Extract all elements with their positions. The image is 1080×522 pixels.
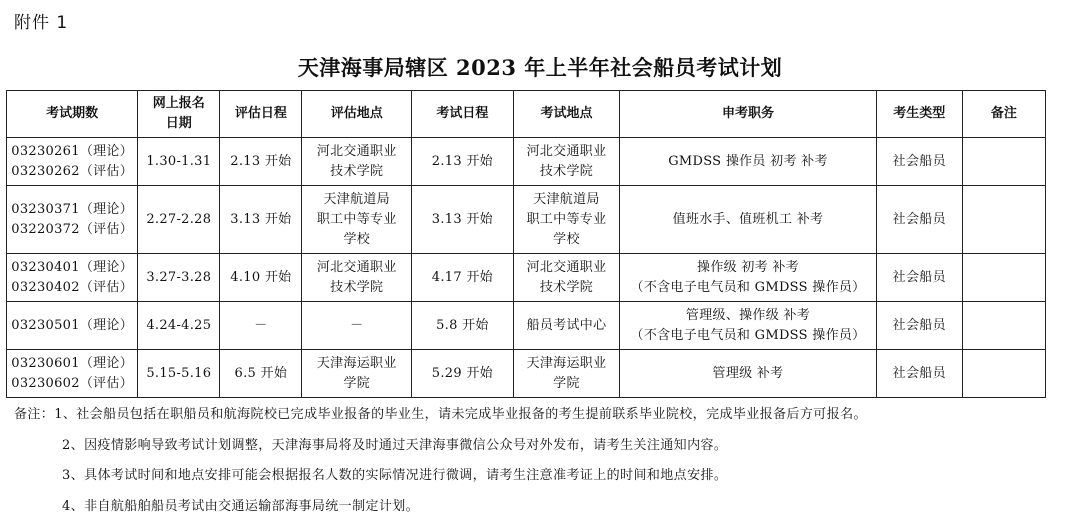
cell-exam-date: 5.8 开始 <box>412 302 514 350</box>
cell-assess-place <box>302 254 412 302</box>
cell-register-date: 4.24-4.25 <box>138 302 220 350</box>
table-row <box>7 350 1046 398</box>
cell-register-date: 1.30-1.31 <box>138 138 220 186</box>
cell-exam-period-line: 03230261（理论） <box>11 143 134 159</box>
cell-assess-place-line: 技术学院 <box>330 163 384 179</box>
cell-position-line: 管理级 补考 <box>712 365 784 381</box>
cell-assess-date: 2.13 开始 <box>220 138 302 186</box>
cell-candidate-type: 社会船员 <box>876 254 962 302</box>
cell-position <box>620 138 876 186</box>
cell-assess-place-line: 技术学院 <box>330 279 384 295</box>
cell-exam-place-line: 技术学院 <box>539 163 594 179</box>
header-position: 申考职务 <box>620 91 876 138</box>
cell-candidate-type: 社会船员 <box>876 302 962 350</box>
table-row <box>7 254 1046 302</box>
cell-exam-period-line: 03230501（理论） <box>11 317 134 333</box>
cell-candidate-type: 社会船员 <box>876 186 962 254</box>
cell-exam-place-line: 河北交通职业 <box>526 143 607 159</box>
cell-exam-period-line: 03230401（理论） <box>11 259 134 275</box>
cell-exam-place <box>513 350 620 398</box>
cell-exam-period-line: 03230262（评估） <box>11 163 134 179</box>
note-line-4: 4、非自航船舶船员考试由交通运输部海事局统一制定计划。 <box>62 499 420 514</box>
cell-register-date: 5.15-5.16 <box>138 350 220 398</box>
cell-exam-place <box>513 254 620 302</box>
cell-assess-place <box>302 138 412 186</box>
header-exam-place: 考试地点 <box>513 91 620 138</box>
cell-remark <box>962 186 1045 254</box>
cell-assess-date: 4.10 开始 <box>220 254 302 302</box>
attachment-label: 附件 1 <box>14 13 69 33</box>
header-candidate-type: 考生类型 <box>876 91 962 138</box>
cell-position-line: （不含电子电气员和 GMDSS 操作员） <box>630 327 866 343</box>
cell-remark <box>962 350 1045 398</box>
cell-exam-period-line: 03230602（评估） <box>11 375 134 391</box>
cell-exam-period-line: 03230402（评估） <box>11 279 134 295</box>
cell-position-line: 值班水手、值班机工 补考 <box>672 211 824 227</box>
table-body <box>7 138 1046 398</box>
header-register-date <box>138 91 220 138</box>
note-line-2: 2、因疫情影响导致考试计划调整，天津海事局将及时通过天津海事微信公众号对外发布，请考生关注通知内容。 <box>62 438 728 453</box>
cell-position-line: 操作级 初考 补考 <box>697 259 799 275</box>
cell-assess-place <box>302 186 412 254</box>
cell-exam-date: 3.13 开始 <box>412 186 514 254</box>
cell-exam-place <box>513 302 620 350</box>
header-exam-period: 考试期数 <box>7 91 138 138</box>
cell-assess-place <box>302 350 412 398</box>
cell-exam-date: 2.13 开始 <box>412 138 514 186</box>
cell-exam-period-line: 03230601（理论） <box>11 355 134 371</box>
cell-assess-place-line: 学校 <box>343 231 371 247</box>
document-title: 天津海事局辖区 2023 年上半年社会船员考试计划 <box>297 55 783 80</box>
cell-exam-period <box>7 254 138 302</box>
cell-exam-period <box>7 350 138 398</box>
cell-assess-place-line: 天津海运职业 <box>316 355 397 371</box>
cell-register-date: 3.27-3.28 <box>138 254 220 302</box>
header-register-line1: 网上报名 <box>152 96 205 111</box>
cell-assess-place-line: 学院 <box>343 375 371 391</box>
cell-assess-place-line: 河北交通职业 <box>316 259 397 275</box>
cell-assess-place-line: － <box>350 317 364 333</box>
table-header-row <box>7 91 1046 138</box>
cell-position-line: GMDSS 操作员 初考 补考 <box>668 153 828 169</box>
cell-position <box>620 254 876 302</box>
header-register-line2: 日期 <box>165 116 192 131</box>
cell-assess-date: 3.13 开始 <box>220 186 302 254</box>
cell-exam-period <box>7 138 138 186</box>
cell-exam-period <box>7 186 138 254</box>
header-remark: 备注 <box>962 91 1045 138</box>
header-exam-date: 考试日程 <box>412 91 514 138</box>
cell-remark <box>962 254 1045 302</box>
note-line-1: 备注：1、社会船员包括在职船员和航海院校已完成毕业报备的毕业生，请未完成毕业报备的考生提前联系毕业院校，完成毕业报备后方可报名。 <box>14 407 867 422</box>
cell-exam-place-line: 天津航道局 <box>533 191 600 207</box>
cell-exam-period-line: 03230371（理论） <box>11 201 134 217</box>
cell-candidate-type: 社会船员 <box>876 138 962 186</box>
cell-assess-place-line: 天津航道局 <box>323 191 390 207</box>
cell-exam-place <box>513 138 620 186</box>
cell-position <box>620 302 876 350</box>
cell-exam-place-line: 职工中等专业 <box>526 211 607 227</box>
cell-assess-place-line: 职工中等专业 <box>316 211 397 227</box>
cell-exam-date: 5.29 开始 <box>412 350 514 398</box>
cell-position-line: 管理级、操作级 补考 <box>685 307 811 323</box>
cell-exam-place-line: 船员考试中心 <box>526 317 607 333</box>
cell-exam-place-line: 学院 <box>553 375 580 391</box>
cell-position-line: （不含电子电气员和 GMDSS 操作员） <box>630 279 866 295</box>
exam-plan-table <box>6 90 1046 398</box>
cell-exam-place-line: 天津海运职业 <box>526 355 607 371</box>
table-row <box>7 302 1046 350</box>
table-row <box>7 186 1046 254</box>
cell-assess-place <box>302 302 412 350</box>
table-row <box>7 138 1046 186</box>
cell-exam-place-line: 技术学院 <box>539 279 594 295</box>
header-assess-place: 评估地点 <box>302 91 412 138</box>
cell-exam-place <box>513 186 620 254</box>
cell-assess-date: 6.5 开始 <box>220 350 302 398</box>
cell-exam-date: 4.17 开始 <box>412 254 514 302</box>
cell-assess-date: － <box>220 302 302 350</box>
cell-register-date: 2.27-2.28 <box>138 186 220 254</box>
cell-exam-period <box>7 302 138 350</box>
cell-exam-place-line: 河北交通职业 <box>526 259 607 275</box>
cell-exam-period-line: 03220372（评估） <box>11 221 134 237</box>
cell-position <box>620 350 876 398</box>
cell-assess-place-line: 河北交通职业 <box>316 143 397 159</box>
cell-remark <box>962 138 1045 186</box>
header-assess-date: 评估日程 <box>220 91 302 138</box>
note-line-3: 3、具体考试时间和地点安排可能会根据报名人数的实际情况进行微调，请考生注意准考证上的时间和地点安排。 <box>62 468 728 483</box>
cell-position <box>620 186 876 254</box>
cell-remark <box>962 302 1045 350</box>
cell-candidate-type: 社会船员 <box>876 350 962 398</box>
cell-exam-place-line: 学校 <box>553 231 580 247</box>
